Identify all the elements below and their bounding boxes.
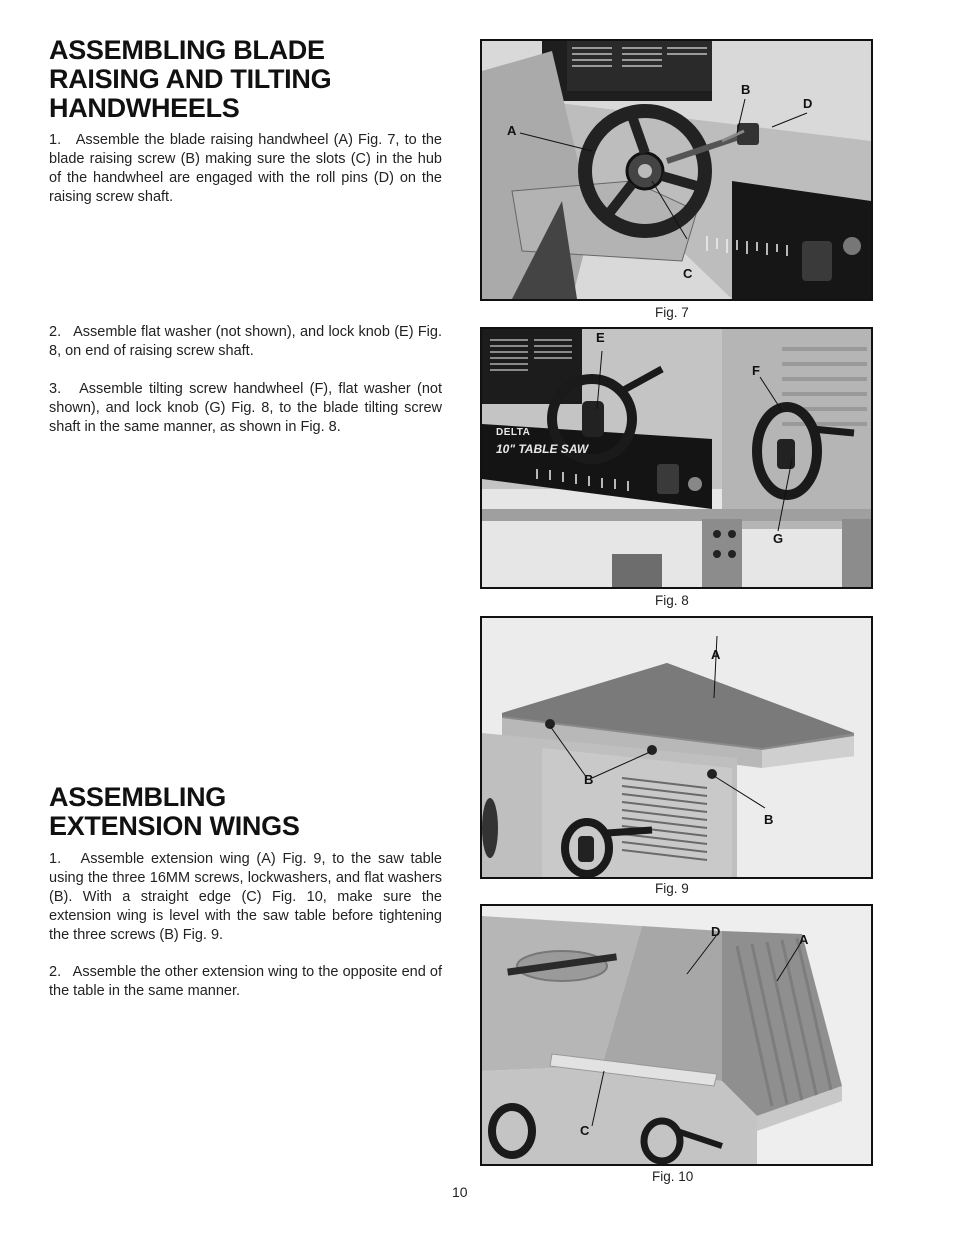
product-label: 10" TABLE SAW bbox=[496, 442, 589, 456]
callout-g: G bbox=[773, 531, 784, 546]
title-line: HANDWHEELS bbox=[49, 93, 240, 123]
callout-d: D bbox=[711, 924, 721, 939]
callout-f: F bbox=[752, 363, 760, 378]
handwheel-step-3: 3. Assemble tilting screw handwheel (F), flat washer (not shown), and lock knob (G) Fig. 8, to the blade tilting screw shaft in the same manner, as shown in Fig. 8. bbox=[49, 381, 442, 435]
callout-d: D bbox=[803, 96, 813, 111]
figure-10-caption: Fig. 10 bbox=[652, 1169, 694, 1184]
figure-8-caption: Fig. 8 bbox=[655, 593, 689, 608]
title-line: EXTENSION WINGS bbox=[49, 811, 300, 841]
wing-step-2: 2. Assemble the other extension wing to the opposite end of the table in the same manner. bbox=[49, 964, 442, 999]
figure-7-caption: Fig. 7 bbox=[655, 305, 689, 320]
figure-10-illustration bbox=[482, 906, 871, 1164]
section-title-handwheels bbox=[49, 36, 331, 123]
callout-c: C bbox=[580, 1123, 590, 1138]
figure-10-photo bbox=[480, 904, 873, 1166]
callout-e: E bbox=[596, 330, 605, 345]
page-number: 10 bbox=[452, 1184, 468, 1200]
figure-9-caption: Fig. 9 bbox=[655, 881, 689, 896]
figure-8-photo bbox=[480, 327, 873, 589]
callout-b: B bbox=[764, 812, 774, 827]
callout-b: B bbox=[741, 82, 751, 97]
callout-c: C bbox=[683, 266, 693, 281]
section-title-extension-wings bbox=[49, 783, 300, 841]
title-line: ASSEMBLING bbox=[49, 782, 227, 812]
callout-b: B bbox=[584, 772, 594, 787]
figure-9-illustration bbox=[482, 618, 871, 877]
title-line: ASSEMBLING BLADE bbox=[49, 35, 325, 65]
handwheel-step-2: 2. Assemble flat washer (not shown), and lock knob (E) Fig. 8, on end of raising screw shaft. bbox=[49, 324, 442, 359]
title-line: RAISING AND TILTING bbox=[49, 64, 332, 94]
wing-step-1: 1. Assemble extension wing (A) Fig. 9, to the saw table using the three 16MM screws, lockwashers, and flat washers (B). With a straight edge (C) Fig. 10, make sure the extension wing is level with the saw table before tightening the three screws (B) Fig. 9. bbox=[49, 851, 442, 943]
figure-9-photo bbox=[480, 616, 873, 879]
figure-7-illustration bbox=[482, 41, 871, 299]
callout-a: A bbox=[711, 647, 721, 662]
figure-7-photo bbox=[480, 39, 873, 301]
delta-logo: DELTA bbox=[496, 427, 531, 438]
handwheel-step-1: 1. Assemble the blade raising handwheel (A) Fig. 7, to the blade raising screw (B) making sure the slots (C) in the hub of the handwheel are engaged with the roll pins (D) on the raising screw shaft. bbox=[49, 132, 442, 205]
figure-8-illustration bbox=[482, 329, 871, 587]
callout-a: A bbox=[507, 123, 517, 138]
callout-a: A bbox=[799, 932, 809, 947]
